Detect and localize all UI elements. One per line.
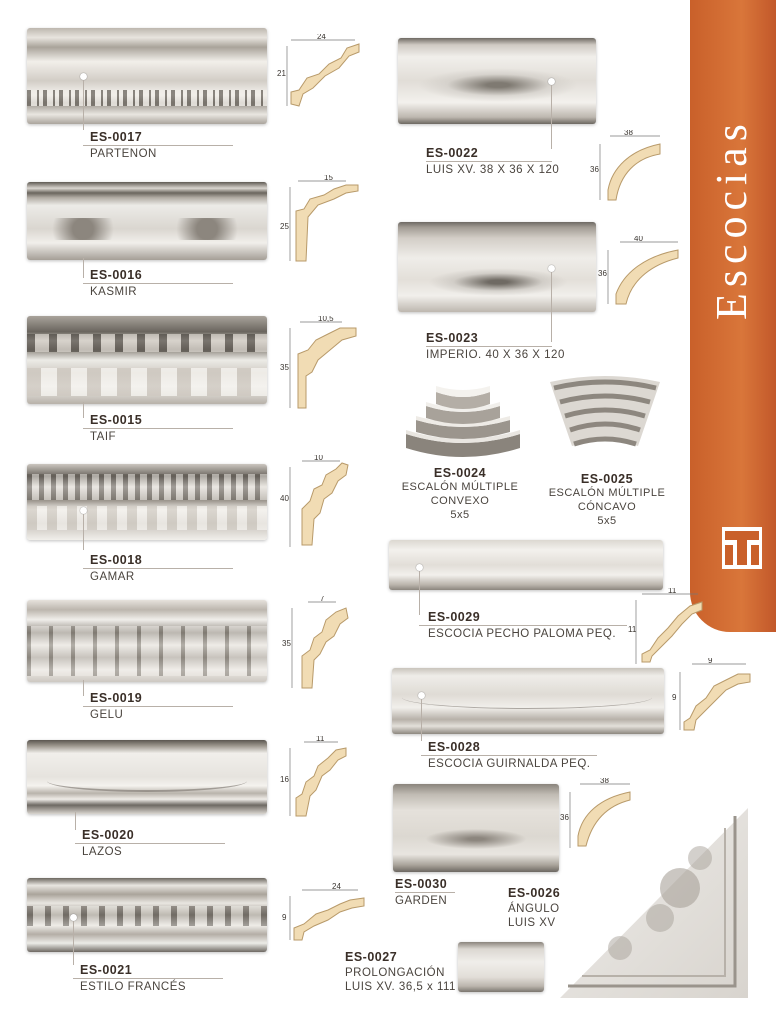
product-photo-es0028	[392, 668, 664, 734]
profile-drawing-es0023	[598, 236, 684, 310]
svg-text:16: 16	[280, 775, 289, 784]
product-name-es0017: PARTENON	[90, 148, 157, 160]
product-desc-es0027-line1: PROLONGACIÓN	[345, 967, 445, 979]
product-name-es0023: IMPERIO. 40 X 36 X 120	[426, 349, 565, 361]
product-photo-es0023	[398, 222, 596, 312]
product-photo-es0019	[27, 600, 267, 682]
product-code-es0018: ES-0018	[90, 553, 143, 567]
svg-text:9: 9	[282, 913, 287, 922]
section-title: Escocias	[707, 118, 756, 320]
brand-logo-icon	[722, 527, 762, 569]
product-code-es0019: ES-0019	[90, 691, 143, 705]
profile-drawing-es0016	[280, 175, 370, 265]
product-name-es0015: TAIF	[90, 431, 117, 443]
svg-text:24: 24	[317, 34, 326, 41]
profile-drawing-es0018	[280, 455, 370, 551]
product-code-es0020: ES-0020	[82, 828, 135, 842]
product-name-es0019: GELU	[90, 709, 124, 721]
product-code-es0015: ES-0015	[90, 413, 143, 427]
product-desc-es0026-line1: ÁNGULO	[508, 903, 560, 915]
product-code-es0022: ES-0022	[426, 146, 479, 160]
product-name-es0022: LUIS XV. 38 X 36 X 120	[426, 164, 560, 176]
product-code-es0017: ES-0017	[90, 130, 143, 144]
product-desc-es0025-line3: 5x5	[597, 515, 617, 527]
product-photo-es0018	[27, 464, 267, 540]
svg-text:36: 36	[590, 165, 599, 174]
profile-drawing-es0022	[590, 130, 670, 206]
svg-text:9: 9	[708, 658, 713, 665]
product-photo-es0015	[27, 316, 267, 404]
product-name-es0030: GARDEN	[395, 895, 448, 907]
product-name-es0016: KASMIR	[90, 286, 138, 298]
product-name-es0020: LAZOS	[82, 846, 123, 858]
product-name-es0021: ESTILO FRANCÉS	[80, 981, 187, 993]
product-name-es0028: ESCOCIA GUIRNALDA PEQ.	[428, 758, 591, 770]
svg-text:9: 9	[672, 693, 677, 702]
product-name-es0029: ESCOCIA PECHO PALOMA PEQ.	[428, 628, 617, 640]
svg-text:10: 10	[314, 455, 323, 462]
svg-text:35: 35	[280, 363, 289, 372]
product-photo-es0021	[27, 878, 267, 952]
product-photo-es0016	[27, 182, 267, 260]
svg-text:21: 21	[277, 69, 286, 78]
svg-text:11: 11	[316, 736, 325, 743]
product-code-es0028: ES-0028	[428, 740, 481, 754]
svg-text:15: 15	[324, 175, 333, 182]
svg-text:10,5: 10,5	[318, 316, 334, 323]
product-photo-es0030	[393, 784, 559, 872]
product-code-es0025: ES-0025	[580, 472, 634, 486]
svg-text:24: 24	[332, 882, 341, 891]
svg-text:11: 11	[668, 588, 677, 595]
product-photo-es0026	[560, 808, 748, 998]
product-photo-es0024	[398, 378, 528, 464]
profile-drawing-es0029	[628, 588, 708, 668]
svg-text:36: 36	[598, 269, 607, 278]
product-photo-es0027	[458, 942, 544, 992]
svg-text:35: 35	[282, 639, 291, 648]
svg-text:40: 40	[634, 236, 643, 243]
svg-text:36: 36	[560, 813, 569, 822]
product-code-es0030: ES-0030	[395, 877, 448, 891]
product-desc-es0024-line3: 5x5	[450, 509, 470, 521]
product-code-es0024: ES-0024	[433, 466, 487, 480]
profile-drawing-es0020	[280, 736, 368, 820]
svg-text:38: 38	[624, 130, 633, 137]
product-photo-es0017	[27, 28, 267, 124]
product-desc-es0026-line2: LUIS XV	[508, 917, 556, 929]
svg-text:7: 7	[320, 596, 325, 603]
product-code-es0027: ES-0027	[345, 950, 398, 964]
product-code-es0029: ES-0029	[428, 610, 481, 624]
product-code-es0023: ES-0023	[426, 331, 479, 345]
profile-drawing-es0021	[282, 882, 372, 948]
product-photo-es0029	[389, 540, 663, 590]
product-code-es0021: ES-0021	[80, 963, 133, 977]
product-desc-es0024-line2: CONVEXO	[430, 495, 490, 507]
profile-drawing-es0028	[672, 658, 756, 738]
product-desc-es0027-line2: LUIS XV. 36,5 x 111	[345, 981, 456, 993]
svg-text:11: 11	[628, 625, 637, 634]
product-desc-es0025-line2: CÓNCAVO	[577, 501, 637, 513]
product-desc-es0025-line1: ESCALÓN MÚLTIPLE	[548, 487, 666, 499]
product-name-es0018: GAMAR	[90, 571, 135, 583]
svg-text:25: 25	[280, 222, 289, 231]
svg-text:38: 38	[600, 778, 609, 785]
svg-text:40: 40	[280, 494, 289, 503]
product-desc-es0024-line1: ESCALÓN MÚLTIPLE	[401, 481, 519, 493]
product-code-es0016: ES-0016	[90, 268, 143, 282]
product-photo-es0020	[27, 740, 267, 814]
product-photo-es0022	[398, 38, 596, 124]
product-photo-es0025	[540, 374, 670, 464]
profile-drawing-es0017	[277, 34, 367, 114]
product-code-es0026: ES-0026	[508, 886, 561, 900]
profile-drawing-es0015	[280, 316, 370, 412]
profile-drawing-es0019	[282, 596, 368, 692]
